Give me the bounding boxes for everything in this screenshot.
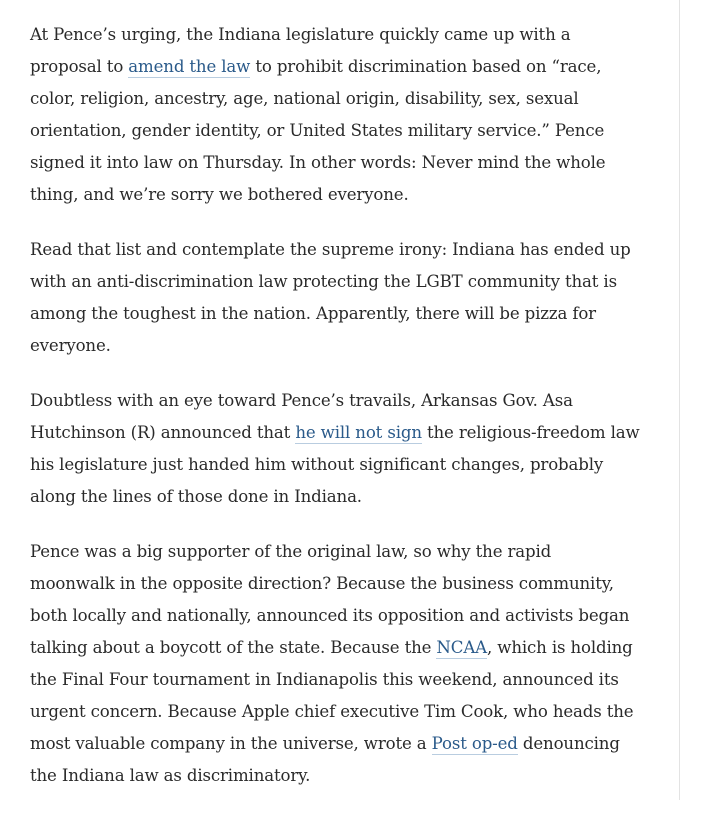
article-paragraph	[30, 234, 640, 362]
article-paragraph	[30, 19, 640, 211]
link-ncaa[interactable]: NCAA	[436, 638, 488, 657]
article-body	[30, 19, 640, 815]
article-paragraph	[30, 385, 640, 513]
paragraph-text: Read that list and contemplate the supreme irony: Indiana has ended up with an anti-discrimination law protecting the LGBT community that is among the toughest in the nation. Apparently, there will be pizza for everyone.	[30, 240, 631, 355]
column-divider	[679, 0, 680, 800]
paragraph-text: the religious-freedom law his legislature just handed him without significant changes, probably along the lines of those done in Indiana.	[30, 423, 640, 506]
paragraph-text: , which is holding the Final Four tournament in Indianapolis this weekend, announced its urgent concern. Because Apple chief executive Tim Cook, who heads the most valuable company in the universe, wrote a	[30, 638, 634, 753]
link-he-will-not-sign[interactable]: he will not sign	[295, 423, 422, 442]
paragraph-text: At Pence’s urging, the Indiana legislature quickly came up with a proposal to	[30, 25, 571, 76]
link-amend-the-law[interactable]: amend the law	[128, 57, 251, 76]
paragraph-text: to prohibit discrimination based on “race, color, religion, ancestry, age, national origin, disability, sex, sexual orientation, gender identity, or United States military service.” Pence signed it into law on Thursday. In other words: Never mind the whole thing, and we’re sorry we bothered everyone.	[30, 57, 606, 204]
paragraph-text: Doubtless with an eye toward Pence’s travails, Arkansas Gov. Asa Hutchinson (R) announced that	[30, 391, 573, 442]
article-paragraph	[30, 536, 640, 792]
link-post-op-ed[interactable]: Post op-ed	[431, 734, 518, 753]
paragraph-text: denouncing the Indiana law as discriminatory.	[30, 734, 620, 785]
paragraph-text: Pence was a big supporter of the original law, so why the rapid moonwalk in the opposite direction? Because the business community, both locally and nationally, announced its opposition and activists began talking about a boycott of the state. Because the	[30, 542, 630, 657]
